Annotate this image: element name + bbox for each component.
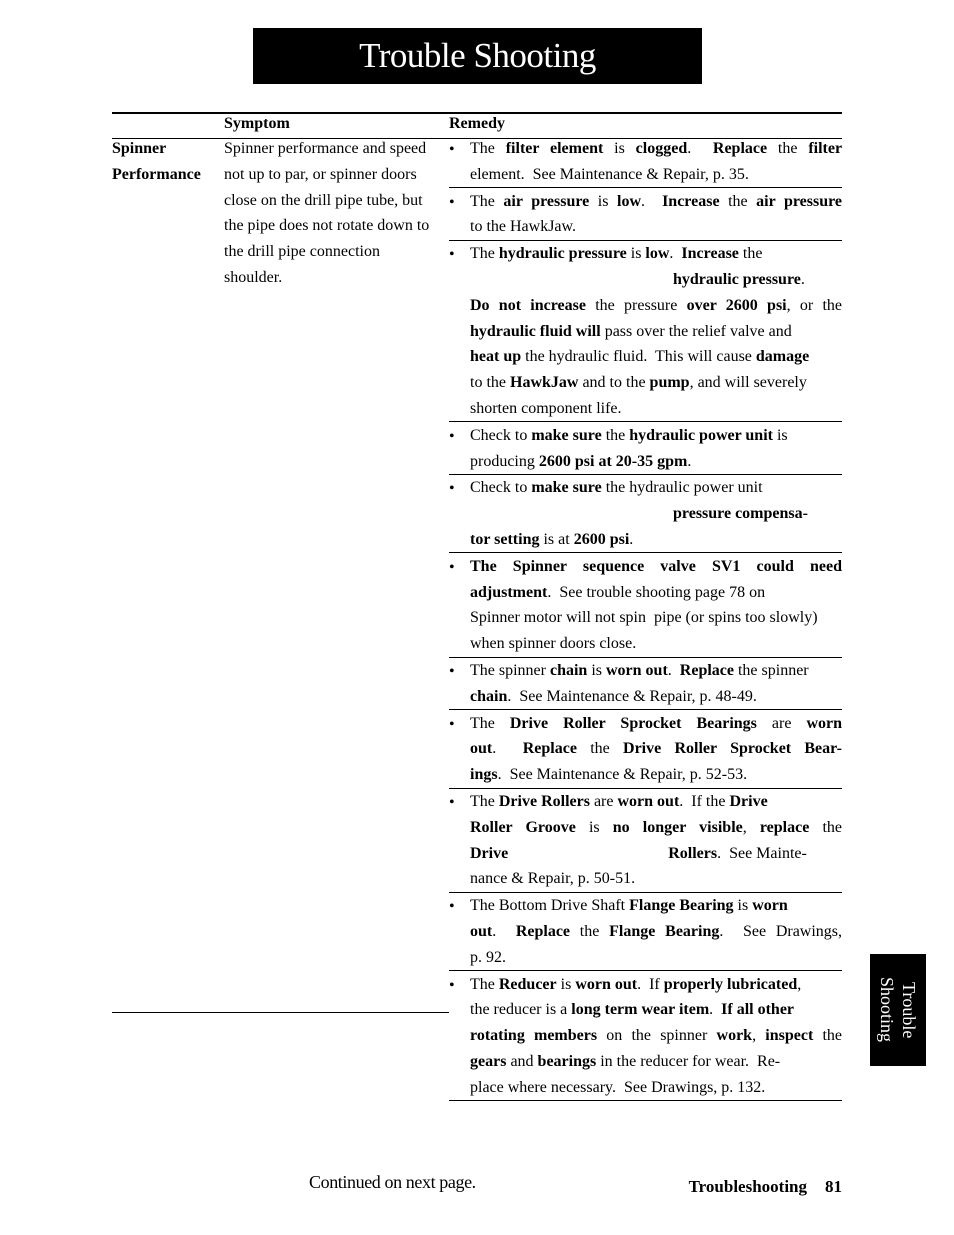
remedy-bold-text: damage xyxy=(755,348,810,366)
remedy-line xyxy=(470,527,842,553)
symptom-line: shoulder. xyxy=(224,268,283,286)
remedy-text: . See Maintenance & Repair, p. 48-49. xyxy=(507,687,757,705)
remedy-text: . xyxy=(709,1001,722,1019)
remedy-text: The spinner xyxy=(470,662,550,679)
remedy-bold-text: worn out xyxy=(606,662,668,679)
remedy-text: are xyxy=(756,714,807,732)
remedy-text: is at xyxy=(539,530,574,548)
remedy-text: is xyxy=(603,140,636,157)
remedy-text: . See Maintenance & Repair, p. 52-53. xyxy=(497,766,748,784)
remedy-line xyxy=(470,1075,842,1101)
remedy-text: The xyxy=(470,192,504,210)
remedy-bold-text: Flange Bearing xyxy=(609,922,720,940)
remedy-bold-text: long term wear item xyxy=(571,1001,710,1019)
remedy-text: are xyxy=(589,793,618,810)
remedy-line xyxy=(470,605,842,631)
remedy-text: and xyxy=(506,1052,538,1070)
remedy-bold-text: worn out xyxy=(575,975,638,993)
remedy-text: shorten component life. xyxy=(470,399,622,417)
remedy-line xyxy=(470,1049,842,1075)
remedy-line xyxy=(470,475,842,501)
category-bottom-rule xyxy=(112,1012,449,1013)
remedy-bold-text: Increase xyxy=(681,245,739,263)
remedy-line xyxy=(470,736,842,762)
remedy-bullet: • xyxy=(449,480,455,498)
remedy-item xyxy=(470,893,842,970)
remedy-text: the xyxy=(601,426,630,444)
symptom-text xyxy=(224,136,446,291)
remedy-line xyxy=(470,370,842,396)
remedy-bold-text: Drive xyxy=(470,844,509,862)
symptom-line: Spinner performance and speed xyxy=(224,140,427,157)
remedy-text: , and will severely xyxy=(689,374,807,392)
remedy-bullet: • xyxy=(449,976,455,994)
column-header-remedy: Remedy xyxy=(449,115,505,132)
remedy-text: The xyxy=(470,714,510,732)
remedy-bullet: • xyxy=(449,427,455,445)
remedy-bold-text: replace xyxy=(759,818,810,836)
remedy-text: . xyxy=(492,740,523,758)
remedy-line xyxy=(470,893,842,919)
page-number: 81 xyxy=(825,1177,842,1196)
remedy-bold-text: Drive xyxy=(729,793,768,810)
remedy-text: on the spinner xyxy=(597,1027,717,1045)
remedy-text: , xyxy=(742,818,760,836)
remedy-text: the spinner xyxy=(733,662,809,679)
remedy-text: to the xyxy=(470,374,510,392)
page-title xyxy=(253,28,702,84)
category-line: Spinner xyxy=(112,140,167,157)
remedy-bold-text: hydraulic pressure xyxy=(673,270,801,288)
remedy-divider xyxy=(449,1100,842,1101)
remedy-bold-text: worn out xyxy=(617,793,680,810)
remedy-line xyxy=(470,189,842,215)
remedy-bold-text: hydraulic power unit xyxy=(629,426,773,444)
remedy-item xyxy=(470,789,842,892)
remedy-bold-text: pump xyxy=(649,374,690,392)
remedy-bold-text: Drive Roller Sprocket Bearings xyxy=(509,714,757,732)
remedy-item xyxy=(470,475,842,552)
remedy-bold-text: properly lubricated xyxy=(663,975,798,993)
remedy-bold-text: worn xyxy=(752,897,788,915)
remedy-bold-text: heat up xyxy=(470,348,522,366)
remedy-text: . xyxy=(492,922,516,940)
remedy-text: The xyxy=(470,245,499,263)
remedy-line xyxy=(470,554,842,580)
remedy-text: the xyxy=(570,922,610,940)
remedy-item xyxy=(470,423,842,475)
remedy-text: the xyxy=(813,1027,843,1045)
remedy-bold-text: Increase xyxy=(662,192,720,210)
remedy-text: The Bottom Drive Shaft xyxy=(470,897,630,915)
remedy-bold-text: rotating members xyxy=(470,1027,598,1045)
remedy-text: . xyxy=(687,452,692,470)
remedy-text: the xyxy=(576,740,624,758)
remedy-line xyxy=(470,319,842,345)
remedy-text: Spinner motor will not spin pipe (or spins too slowly) xyxy=(470,609,818,627)
remedy-line xyxy=(470,293,842,319)
column-header-symptom: Symptom xyxy=(224,115,290,132)
remedy-bold-text: Roller Groove xyxy=(470,818,576,836)
remedy-text: the xyxy=(809,818,842,836)
remedy-text: pass over the relief valve and xyxy=(600,322,792,340)
remedy-bold-text: If all other xyxy=(721,1001,795,1019)
remedy-text: element. See Maintenance & Repair, p. 35. xyxy=(470,165,749,183)
remedy-text: p. 92. xyxy=(470,948,506,966)
remedy-text: The xyxy=(470,140,506,157)
remedy-bold-text: Rollers xyxy=(668,844,718,862)
remedy-text: and to the xyxy=(578,374,650,392)
remedy-line xyxy=(470,449,842,475)
side-tab-line: Shooting xyxy=(877,977,897,1043)
remedy-line xyxy=(470,162,842,188)
remedy-text: is xyxy=(626,245,646,263)
remedy-bold-text: clogged xyxy=(635,140,688,157)
remedy-text: . If xyxy=(637,975,664,993)
remedy-text: nance & Repair, p. 50-51. xyxy=(470,870,636,888)
remedy-text: is xyxy=(733,897,753,915)
remedy-text: the xyxy=(738,245,763,263)
remedy-item xyxy=(470,189,842,241)
remedy-bold-text: filter element xyxy=(505,140,604,157)
remedy-bold-text: Replace xyxy=(712,140,768,157)
remedy-bold-text: chain xyxy=(470,687,508,705)
symptom-line: the pipe does not rotate down to xyxy=(224,217,430,235)
section-side-tab xyxy=(870,954,926,1066)
remedy-line xyxy=(470,658,842,684)
remedy-item xyxy=(470,658,842,710)
remedy-text: the reducer is a xyxy=(470,1001,572,1019)
remedy-line xyxy=(470,344,842,370)
remedy-text: Check to xyxy=(470,426,532,444)
remedy-bold-text: adjustment xyxy=(470,583,548,601)
remedy-text: when spinner doors close. xyxy=(470,635,637,653)
remedy-text: . xyxy=(687,140,713,157)
remedy-bold-text: worn xyxy=(806,714,843,732)
remedy-line xyxy=(470,396,842,422)
category-line: Performance xyxy=(112,165,201,183)
remedy-text: . See trouble shooting page 78 on xyxy=(547,583,766,601)
remedy-bold-text: The Spinner sequence valve SV1 could need xyxy=(470,557,842,575)
remedy-text: , or the xyxy=(786,296,843,314)
remedy-text: , xyxy=(797,975,802,993)
remedy-bold-text: HawkJaw xyxy=(510,374,579,392)
remedy-bold-text: Drive Rollers xyxy=(498,793,590,810)
remedy-text: is xyxy=(556,975,576,993)
remedy-line xyxy=(470,1023,842,1049)
remedy-text: in the reducer for wear. Re- xyxy=(596,1052,781,1070)
remedy-item xyxy=(470,136,842,188)
remedy-bold-text: make sure xyxy=(531,426,602,444)
remedy-text: . See Mainte- xyxy=(717,844,807,862)
remedy-text: . xyxy=(667,662,680,679)
remedy-bold-text: Replace xyxy=(522,740,577,758)
remedy-bold-text: hydraulic fluid will xyxy=(470,322,601,340)
remedy-bold-text: bearings xyxy=(537,1052,597,1070)
category-label xyxy=(112,136,201,188)
remedy-text: is xyxy=(772,426,788,444)
footer-section-name: Troubleshooting xyxy=(688,1177,807,1196)
remedy-bold-text: out xyxy=(470,740,493,758)
remedy-text: place where necessary. See Drawings, p. 132. xyxy=(470,1078,766,1096)
remedy-text: the xyxy=(767,140,809,157)
remedy-bold-text: out xyxy=(470,922,493,940)
symptom-line: the drill pipe connection xyxy=(224,243,380,261)
remedy-bold-text: gears xyxy=(470,1052,507,1070)
remedy-text: . xyxy=(629,530,634,548)
remedy-text: . xyxy=(669,245,682,263)
symptom-line: close on the drill pipe tube, but xyxy=(224,191,423,209)
remedy-text: the pressure xyxy=(585,296,687,314)
remedy-line xyxy=(470,711,842,737)
remedy-text: . If the xyxy=(679,793,730,810)
remedy-text: the xyxy=(719,192,757,210)
remedy-bullet: • xyxy=(449,794,455,811)
remedy-bold-text: Flange Bearing xyxy=(629,897,734,915)
remedy-bold-text: inspect xyxy=(765,1027,814,1045)
remedy-text: , xyxy=(752,1027,766,1045)
remedy-bold-text: Drive Roller Sprocket Bear- xyxy=(623,740,842,758)
remedy-bold-text: 2600 psi xyxy=(573,530,630,548)
remedy-bold-text: low xyxy=(645,245,670,263)
remedy-bold-text: tor setting xyxy=(470,530,540,548)
remedy-bold-text: over 2600 psi xyxy=(686,296,787,314)
remedy-text: . See Drawings, xyxy=(719,922,843,940)
remedy-line xyxy=(470,789,842,815)
remedy-bold-text: 2600 psi at 20-35 gpm xyxy=(538,452,688,470)
remedy-bold-text: Replace xyxy=(679,662,734,679)
remedy-line xyxy=(470,214,842,240)
remedy-bold-text: Reducer xyxy=(498,975,557,993)
remedy-bullet: • xyxy=(449,193,455,211)
remedy-bullet: • xyxy=(449,246,455,264)
remedy-line xyxy=(470,580,842,606)
remedy-line xyxy=(470,267,842,293)
remedy-line xyxy=(470,423,842,449)
remedy-bold-text: chain xyxy=(549,662,588,679)
remedy-line xyxy=(470,241,842,267)
remedy-bullet: • xyxy=(449,715,455,733)
remedy-text: . xyxy=(800,270,805,288)
side-tab-label xyxy=(876,977,920,1042)
remedy-line xyxy=(470,841,842,867)
remedy-bullet: • xyxy=(449,558,455,576)
remedy-bold-text: work xyxy=(716,1027,753,1045)
remedy-item xyxy=(470,711,842,788)
remedy-text: is xyxy=(575,818,613,836)
remedy-text: The xyxy=(470,793,499,810)
remedy-line xyxy=(470,815,842,841)
remedy-bold-text: pressure compensa- xyxy=(673,505,808,523)
remedy-text: . xyxy=(641,192,663,210)
remedy-bold-text: air pressure xyxy=(503,192,590,210)
remedy-text: is xyxy=(587,662,606,679)
remedy-line xyxy=(470,136,842,162)
remedy-text: the hydraulic fluid. This will cause xyxy=(521,348,756,366)
remedy-line xyxy=(470,972,842,998)
remedy-bold-text: no longer visible xyxy=(612,818,743,836)
remedy-bold-text: air pressure xyxy=(756,192,843,210)
remedy-text: Check to xyxy=(470,479,532,497)
remedy-bullet: • xyxy=(449,141,455,158)
remedy-text: the hydraulic power unit xyxy=(601,479,763,497)
remedy-item xyxy=(470,554,842,657)
remedy-line xyxy=(470,684,842,710)
remedy-line xyxy=(470,997,842,1023)
remedy-item xyxy=(470,241,842,422)
remedy-text: The xyxy=(470,975,499,993)
remedy-line xyxy=(470,501,842,527)
remedy-item xyxy=(470,972,842,1101)
remedy-bold-text: Do not increase xyxy=(470,296,586,314)
remedy-text: to the HawkJaw. xyxy=(470,218,577,236)
remedy-bold-text: ings xyxy=(470,766,498,784)
side-tab-line: Trouble xyxy=(899,981,919,1039)
remedy-bullet: • xyxy=(449,663,455,680)
remedy-line xyxy=(470,631,842,657)
page-footer xyxy=(689,1177,842,1197)
remedy-line xyxy=(470,945,842,971)
remedy-bold-text: make sure xyxy=(531,479,602,497)
remedy-line xyxy=(470,866,842,892)
page-title-text: Trouble Shooting xyxy=(359,36,596,75)
remedy-bold-text: hydraulic pressure xyxy=(498,245,627,263)
remedy-text: producing xyxy=(470,452,539,470)
remedy-bold-text: filter xyxy=(808,140,843,157)
remedy-bold-text: low xyxy=(617,192,642,210)
remedy-line xyxy=(470,919,842,945)
remedy-bold-text: Replace xyxy=(515,922,571,940)
symptom-line: not up to par, or spinner doors xyxy=(224,165,417,183)
remedy-line xyxy=(470,762,842,788)
remedy-text: is xyxy=(589,192,618,210)
remedy-bullet: • xyxy=(449,898,455,916)
continued-note: Continued on next page. xyxy=(309,1172,476,1192)
